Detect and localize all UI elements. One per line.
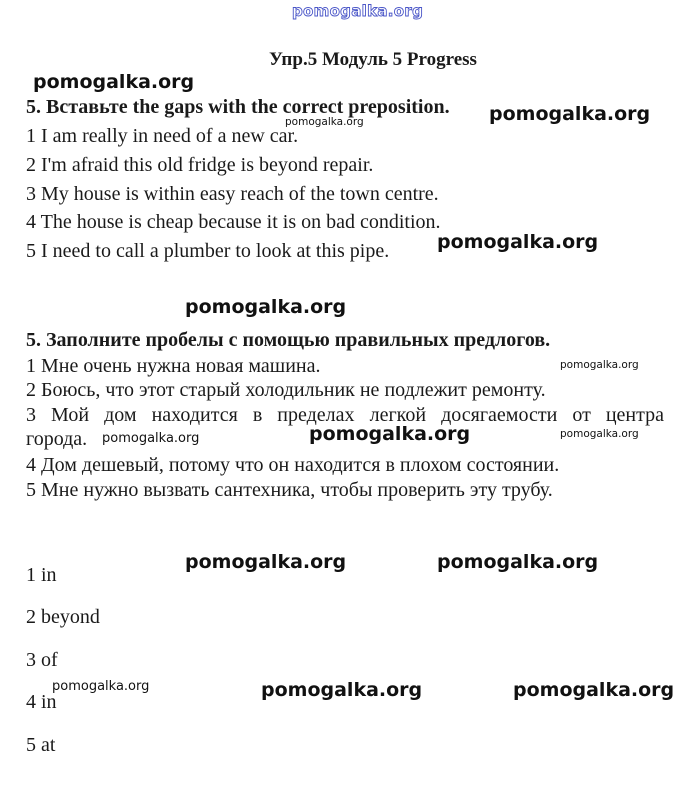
watermark-small: pomogalka.org	[560, 359, 639, 371]
watermark: pomogalka.org	[489, 103, 651, 125]
english-line-3: 3 My house is within easy reach of the town centre.	[26, 183, 439, 205]
watermark: pomogalka.org	[185, 296, 347, 318]
russian-line-3: 3 Мой дом находится в пределах легкой досягаемости от центра	[26, 404, 664, 426]
english-heading: 5. Вставьте the gaps with the correct preposition.	[26, 96, 450, 118]
answer-3: 3 of	[26, 649, 58, 671]
watermark-top: pomogalka.org	[292, 2, 424, 20]
russian-heading: 5. Заполните пробелы с помощью правильных предлогов.	[26, 329, 551, 351]
watermark-small: pomogalka.org	[102, 431, 200, 446]
watermark: pomogalka.org	[33, 71, 195, 93]
answer-1: 1 in	[26, 564, 57, 586]
watermark: pomogalka.org	[261, 679, 423, 701]
page-title: Упр.5 Модуль 5 Progress	[269, 49, 477, 70]
russian-line-2: 2 Боюсь, что этот старый холодильник не подлежит ремонту.	[26, 379, 546, 401]
watermark-small: pomogalka.org	[560, 428, 639, 440]
russian-line-5: 5 Мне нужно вызвать сантехника, чтобы проверить эту трубу.	[26, 479, 553, 501]
english-line-2: 2 I'm afraid this old fridge is beyond repair.	[26, 154, 374, 176]
watermark: pomogalka.org	[513, 679, 675, 701]
russian-line-1: 1 Мне очень нужна новая машина.	[26, 355, 321, 377]
english-line-4: 4 The house is cheap because it is on bad condition.	[26, 211, 441, 233]
watermark-small: pomogalka.org	[52, 679, 150, 694]
watermark-small: pomogalka.org	[285, 116, 364, 128]
english-line-1: 1 I am really in need of a new car.	[26, 125, 299, 147]
english-line-5: 5 I need to call a plumber to look at this pipe.	[26, 240, 390, 262]
russian-line-3-continued: города.	[26, 428, 88, 450]
watermark: pomogalka.org	[185, 551, 347, 573]
watermark: pomogalka.org	[437, 551, 599, 573]
watermark: pomogalka.org	[437, 231, 599, 253]
answer-4: 4 in	[26, 691, 57, 713]
answer-2: 2 beyond	[26, 606, 100, 628]
russian-line-4: 4 Дом дешевый, потому что он находится в плохом состоянии.	[26, 454, 560, 476]
answer-5: 5 at	[26, 734, 56, 756]
watermark: pomogalka.org	[309, 423, 471, 445]
